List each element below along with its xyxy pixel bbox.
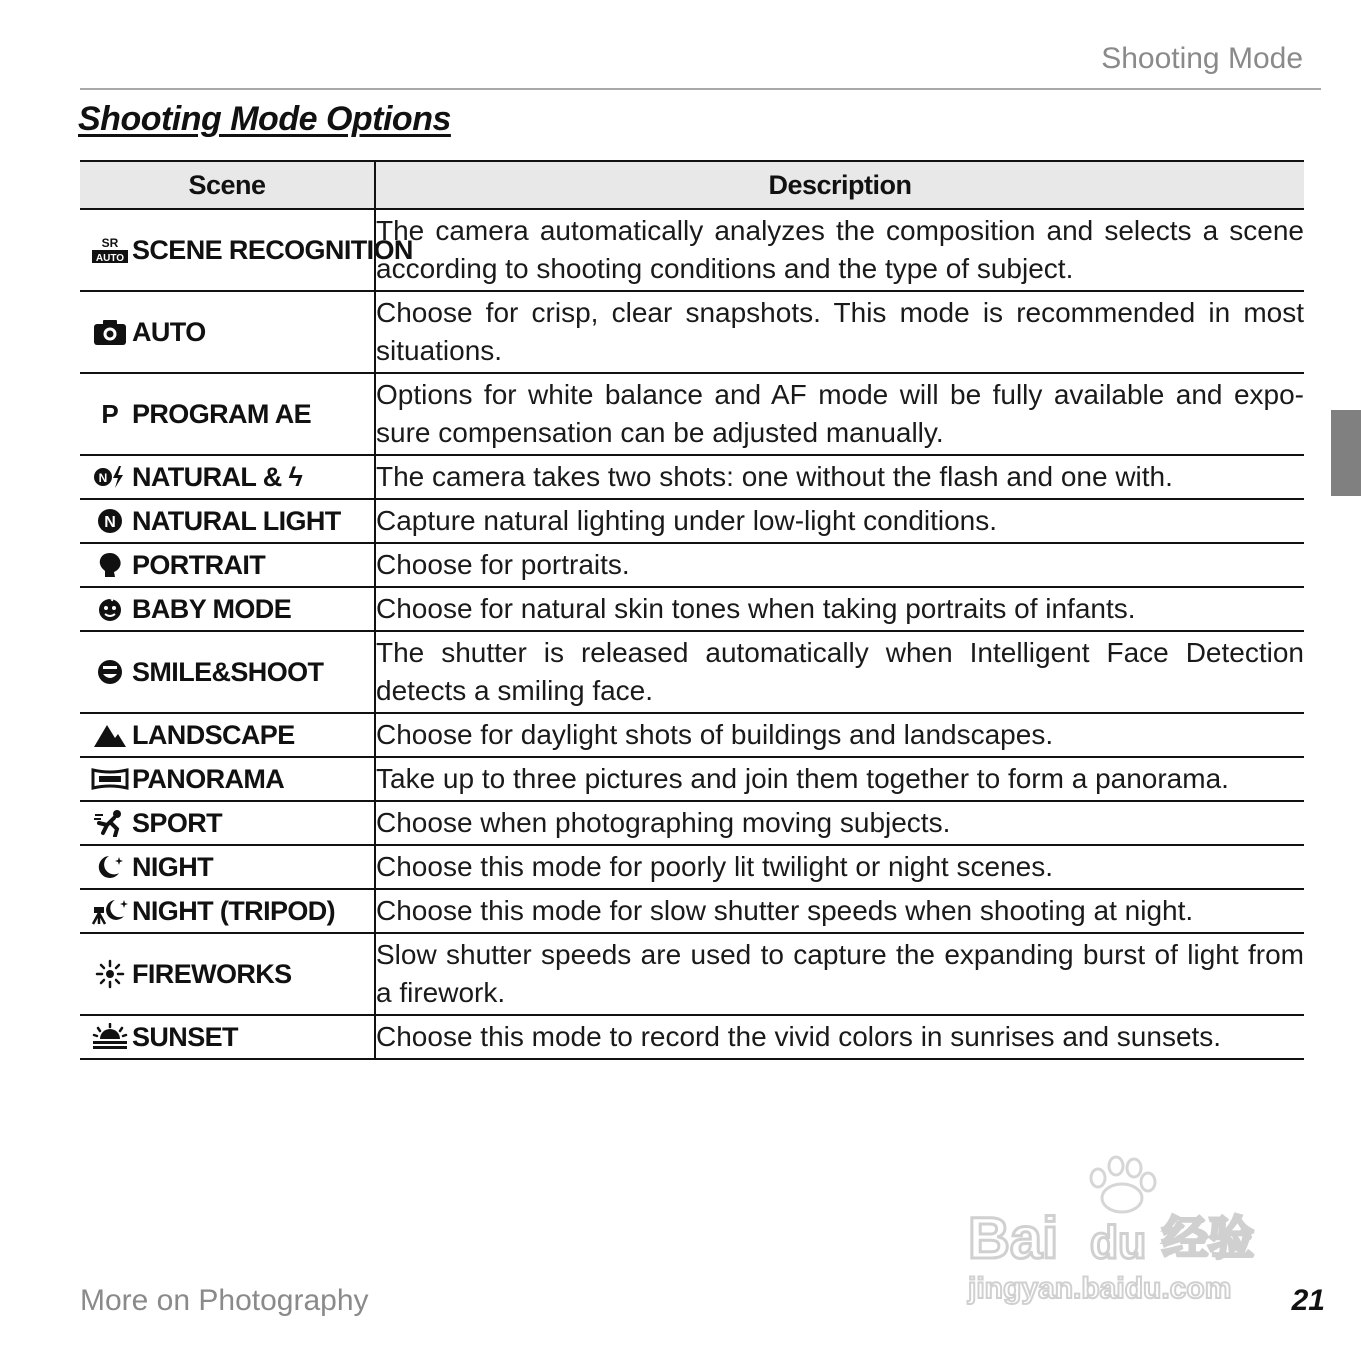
scene-label: NIGHT (TRIPOD) bbox=[132, 896, 336, 926]
scene-description: Choose for natural skin tones when taking portraits of infants. bbox=[375, 587, 1304, 631]
baidu-watermark-logo bbox=[962, 1150, 1282, 1310]
scene-description: Choose this mode to record the vivid colors in sunrises and sunsets. bbox=[375, 1015, 1304, 1059]
table-row bbox=[80, 373, 1304, 455]
svg-text:经验: 经验 bbox=[1162, 1211, 1254, 1265]
table-row bbox=[80, 631, 1304, 713]
scene-label: NATURAL LIGHT bbox=[132, 506, 341, 536]
shooting-mode-table bbox=[80, 160, 1304, 1060]
column-header-scene: Scene bbox=[80, 161, 375, 209]
scene-label: PROGRAM AE bbox=[132, 399, 312, 429]
scene-description: Choose this mode for poorly lit twilight or night scenes. bbox=[375, 845, 1304, 889]
scene-label: BABY MODE bbox=[132, 594, 292, 624]
scene-description: The camera takes two shots: one without the flash and one with. bbox=[375, 455, 1304, 499]
chapter-tab bbox=[1331, 410, 1361, 496]
svg-text:N: N bbox=[104, 514, 116, 531]
scene-description: Choose for portraits. bbox=[375, 543, 1304, 587]
svg-text:Bai: Bai bbox=[968, 1206, 1059, 1271]
header-rule bbox=[80, 88, 1321, 90]
scene-label: SCENE RECOGNITION bbox=[132, 235, 413, 265]
table-row bbox=[80, 801, 1304, 845]
scene-description: Choose for crisp, clear snapshots. This mode is recommended in most situations. bbox=[375, 291, 1304, 373]
table-row bbox=[80, 933, 1304, 1015]
table-row bbox=[80, 713, 1304, 757]
night-icon bbox=[88, 853, 132, 881]
scene-description: Choose this mode for slow shutter speeds when shooting at night. bbox=[375, 889, 1304, 933]
svg-text:N: N bbox=[98, 471, 108, 485]
scene-label: LANDSCAPE bbox=[132, 720, 295, 750]
landscape-icon bbox=[88, 722, 132, 748]
scene-label: FIREWORKS bbox=[132, 959, 292, 989]
program-p-icon: P bbox=[101, 399, 119, 429]
scene-label: NATURAL & ϟ bbox=[132, 462, 303, 492]
sport-icon bbox=[88, 809, 132, 837]
smile-icon bbox=[88, 658, 132, 686]
sr-auto-icon bbox=[88, 235, 132, 265]
scene-label: SPORT bbox=[132, 808, 223, 838]
scene-label: SMILE&SHOOT bbox=[132, 657, 324, 687]
night-tripod-icon bbox=[88, 897, 132, 925]
scene-description: The shutter is released automatically when Intelligent Face Detection detects a smiling face. bbox=[375, 631, 1304, 713]
table-row bbox=[80, 587, 1304, 631]
scene-description: Choose for daylight shots of buildings and landscapes. bbox=[375, 713, 1304, 757]
fireworks-icon bbox=[88, 959, 132, 989]
running-header: Shooting Mode bbox=[1101, 42, 1303, 75]
scene-description: Take up to three pictures and join them together to form a panorama. bbox=[375, 757, 1304, 801]
table-row bbox=[80, 1015, 1304, 1059]
table-row bbox=[80, 209, 1304, 291]
section-title: Shooting Mode Options bbox=[78, 100, 451, 138]
page-number: 21 bbox=[1291, 1284, 1325, 1317]
baby-icon bbox=[88, 595, 132, 623]
scene-description: Choose when photographing moving subjects. bbox=[375, 801, 1304, 845]
scene-label: PANORAMA bbox=[132, 764, 285, 794]
column-header-description: Description bbox=[375, 161, 1304, 209]
natural-flash-icon bbox=[88, 464, 132, 490]
scene-description: Capture natural lighting under low-light conditions. bbox=[375, 499, 1304, 543]
camera-icon bbox=[88, 318, 132, 346]
scene-label: NIGHT bbox=[132, 852, 213, 882]
scene-label: SUNSET bbox=[132, 1022, 238, 1052]
table-row bbox=[80, 499, 1304, 543]
portrait-icon bbox=[88, 551, 132, 579]
sunset-icon bbox=[88, 1023, 132, 1051]
scene-label: PORTRAIT bbox=[132, 550, 266, 580]
scene-description: Options for white balance and AF mode will be fully available and expo-sure compensation can be adjusted manually. bbox=[375, 373, 1304, 455]
table-row bbox=[80, 845, 1304, 889]
scene-description: Slow shutter speeds are used to capture the expanding burst of light from a firework. bbox=[375, 933, 1304, 1015]
panorama-icon bbox=[88, 767, 132, 791]
table-row bbox=[80, 889, 1304, 933]
table-row bbox=[80, 455, 1304, 499]
table-row bbox=[80, 543, 1304, 587]
footer-section-title: More on Photography bbox=[80, 1284, 369, 1317]
svg-text:SR: SR bbox=[101, 236, 119, 250]
table-row bbox=[80, 291, 1304, 373]
scene-label: AUTO bbox=[132, 317, 206, 347]
scene-description: The camera automatically analyzes the composition and selects a scene according to shooting conditions and the type of subject. bbox=[375, 209, 1304, 291]
svg-text:jingyan.baidu.com: jingyan.baidu.com bbox=[968, 1272, 1232, 1305]
table-row bbox=[80, 757, 1304, 801]
svg-text:du: du bbox=[1090, 1216, 1147, 1268]
natural-light-icon bbox=[88, 507, 132, 535]
svg-text:AUTO: AUTO bbox=[95, 253, 125, 264]
